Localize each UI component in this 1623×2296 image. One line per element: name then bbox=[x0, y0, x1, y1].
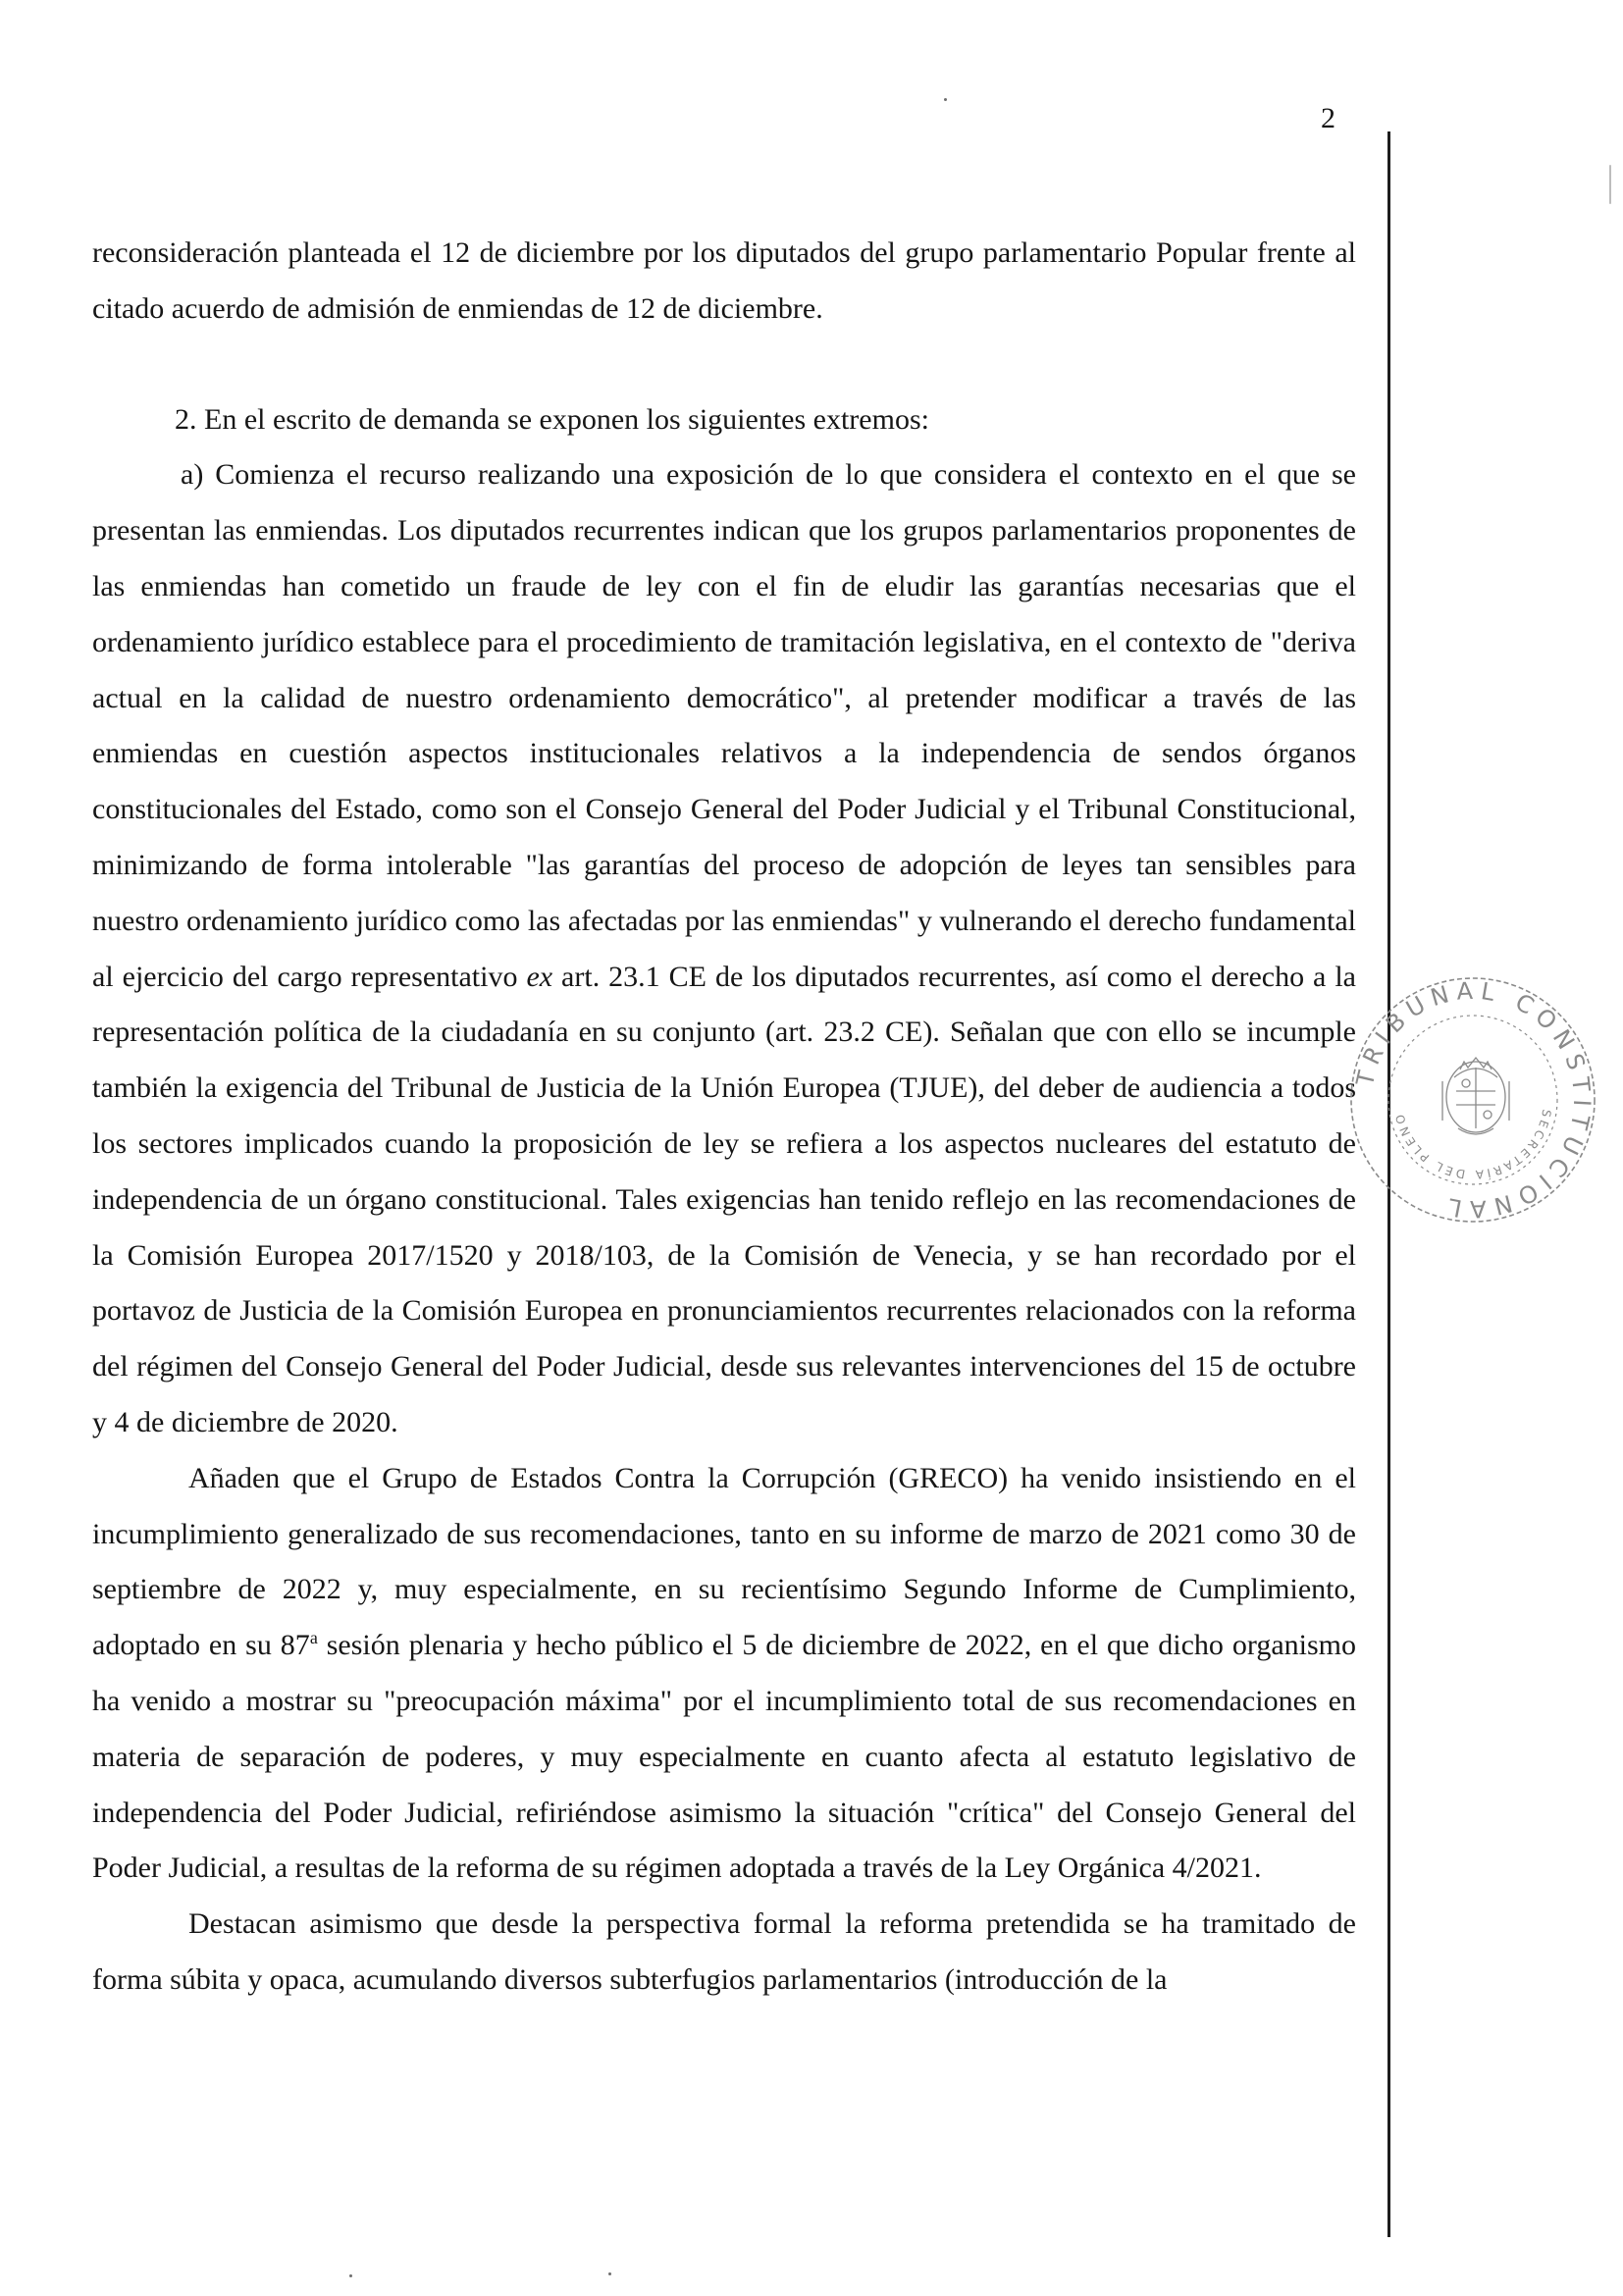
stamp-outer-text: TRIBUNAL CONSTITUCIONAL bbox=[1350, 976, 1597, 1224]
text-run: Destacan asimismo que desde la perspectiva formal la reforma pretendida se ha tramitado de forma súbita y opaca, acumulando diversos subterfugios parlamentarios (introducción de la bbox=[92, 1907, 1356, 1996]
page-number: 2 bbox=[1321, 102, 1335, 134]
paragraph-section-heading bbox=[92, 392, 1356, 448]
coat-of-arms-emblem bbox=[1442, 1058, 1509, 1134]
paragraph bbox=[92, 447, 1356, 1450]
text-run: sesión plenaria y hecho público el 5 de diciembre de 2022, en el que dicho organismo ha venido a mostrar su "preocupación máxima" por el incumplimiento total de sus recomendaciones en materia de separación de poderes, y muy especialmente en cuanto afecta al estatuto legislativo de independencia del Poder Judicial, refiriéndose asimismo la situación "crítica" del Consejo General del Poder Judicial, a resultas de la reforma de su régimen adoptada a través de la Ley Orgánica 4/2021. bbox=[92, 1629, 1356, 1885]
stamp-inner-ring bbox=[1388, 1016, 1557, 1184]
paragraph bbox=[92, 1451, 1356, 1897]
paragraph bbox=[92, 226, 1356, 338]
text-run: 2. En el escrito de demanda se exponen los siguientes extremos: bbox=[175, 402, 929, 436]
scan-speck bbox=[944, 98, 947, 101]
scan-speck bbox=[349, 2274, 352, 2277]
paragraph bbox=[92, 1897, 1356, 2009]
italic-text: ex bbox=[526, 960, 553, 993]
scan-speck bbox=[608, 2272, 611, 2275]
superscript-text: a bbox=[309, 1628, 318, 1648]
text-run: Añaden que el Grupo de Estados Contra la Corrupción (GRECO) ha venido insistiendo en el incumplimiento generalizado de sus recomendaciones, tanto en su informe de marzo de 2021 como 30 de septiembre de 2022 y, muy especialmente, en su recientísimo Segundo Informe de Cumplimiento, adoptado en su 87 bbox=[92, 1461, 1356, 1662]
text-run: reconsideración planteada el 12 de diciembre por los diputados del grupo parlamentario Popular frente al citado acuerdo de admisión de enmiendas de 12 de diciembre. bbox=[92, 236, 1356, 325]
text-run: a) Comienza el recurso realizando una exposición de lo que considera el contexto en el que se presentan las enmiendas. Los diputados recurrentes indican que los grupos parlamentarios proponentes de las enmiendas han cometido un fraude de ley con el fin de eludir las garantías necesarias que el ordenamiento jurídico establece para el procedimiento de tramitación legislativa, en el contexto de "deriva actual en la calidad de nuestro ordenamiento democrático", al pretender modificar a través de las enmiendas en cuestión aspectos institucionales relativos a la independencia de sendos órganos constitucionales del Estado, como son el Consejo General del Poder Judicial y el Tribunal Constitucional, minimizando de forma intolerable "las garantías del proceso de adopción de leyes tan sensibles para nuestro ordenamiento jurídico como las afectadas por las enmiendas" y vulnerando el derecho fundamental al ejercicio del cargo representativo bbox=[92, 458, 1356, 993]
official-stamp bbox=[1344, 971, 1601, 1228]
stamp-inner-text: SECRETARÍA DEL PLENO bbox=[1391, 1108, 1554, 1182]
text-run: art. 23.1 CE de los diputados recurrentes, así como el derecho a la representación política de la ciudadanía en su conjunto (art. 23.2 CE). Señalan que con ello se incumple también la exigencia del Tribunal de Justicia de la Unión Europea (TJUE), del deber de audiencia a todos los sectores implicados cuando la proposición de ley se refiera a los aspectos nucleares del estatuto de independencia de un órgano constitucional. Tales exigencias han tenido reflejo en las recomendaciones de la Comisión Europea 2017/1520 y 2018/103, de la Comisión de Venecia, y se han recordado por el portavoz de Justicia de la Comisión Europea en pronunciamientos recurrentes relacionados con la reforma del régimen del Consejo General del Poder Judicial, desde sus relevantes intervenciones del 15 de octubre y 4 de diciembre de 2020. bbox=[92, 960, 1356, 1438]
document-body bbox=[92, 226, 1356, 2009]
scan-speck bbox=[1609, 165, 1611, 204]
